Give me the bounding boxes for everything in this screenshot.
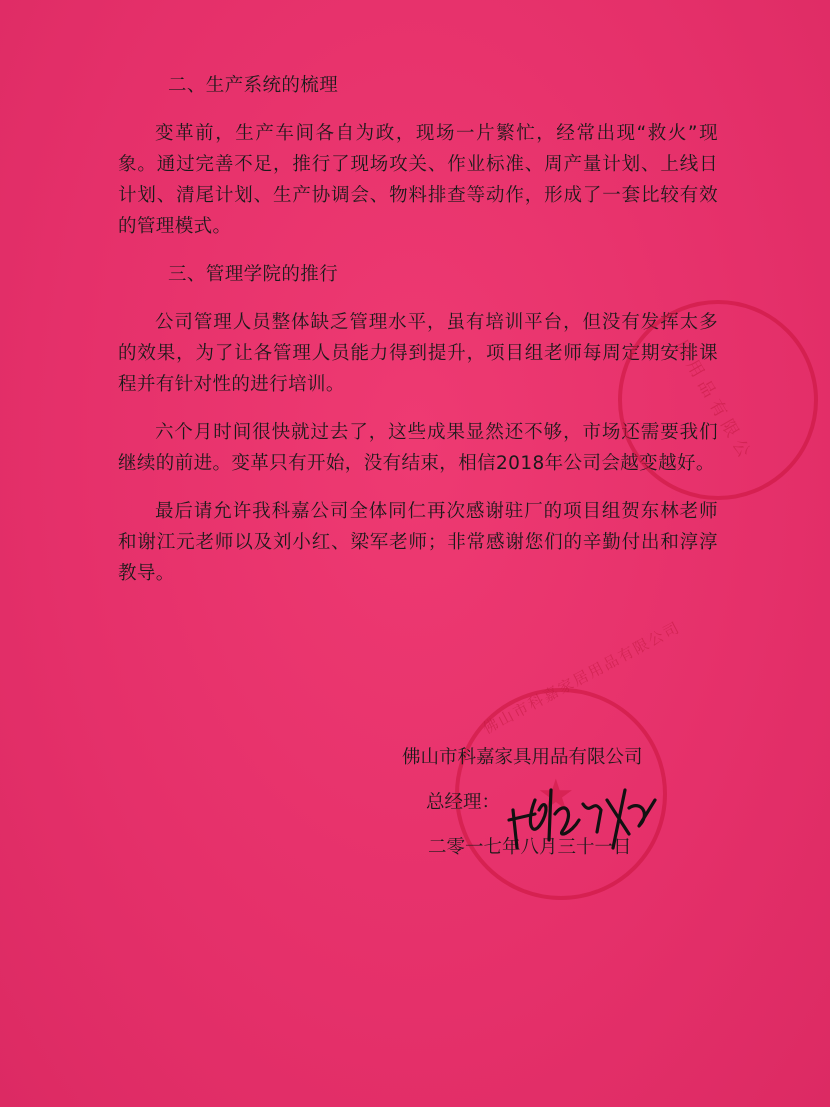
thanks-paragraph: 最后请允许我科嘉公司全体同仁再次感谢驻厂的项目组贺东林老师和谢江元老师以及刘小红、梁军老师；非常感谢您们的辛勤付出和淳淳教导。 bbox=[118, 501, 718, 584]
section-3-paragraph: 公司管理人员整体缺乏管理水平，虽有培训平台，但没有发挥太多的效果，为了让各管理人员能力得到提升，项目组老师每周定期安排课程并有针对性的进行培训。 bbox=[118, 312, 718, 395]
letter-body bbox=[118, 70, 718, 606]
handwritten-signature bbox=[505, 770, 665, 850]
company-seal-stamp bbox=[618, 300, 818, 500]
company-name: 佛山市科嘉家具用品有限公司 bbox=[402, 747, 643, 768]
conclusion-paragraph: 六个月时间很快就过去了，这些成果显然还不够，市场还需要我们继续的前进。变革只有开始，没有结束，相信2018年公司会越变越好。 bbox=[118, 422, 718, 474]
section-2-paragraph: 变革前，生产车间各自为政，现场一片繁忙，经常出现“救火”现象。通过完善不足，推行了现场攻关、作业标准、周产量计划、上线日计划、清尾计划、生产协调会、物料排查等动作，形成了一套比较有效的管理模式。 bbox=[118, 123, 718, 237]
section-3-heading: 三、管理学院的推行 bbox=[168, 264, 339, 285]
general-manager-label: 总经理： bbox=[426, 792, 501, 813]
section-2-heading: 二、生产系统的梳理 bbox=[168, 75, 339, 96]
signing-date: 二零一七年八月三十一日 bbox=[428, 837, 632, 858]
stamp-1-text: 居用品有限公 bbox=[670, 336, 757, 467]
seal-star-icon: ★ bbox=[537, 770, 575, 819]
stamp-2-text: 佛山市科嘉家居用品有限公司 bbox=[479, 618, 684, 738]
